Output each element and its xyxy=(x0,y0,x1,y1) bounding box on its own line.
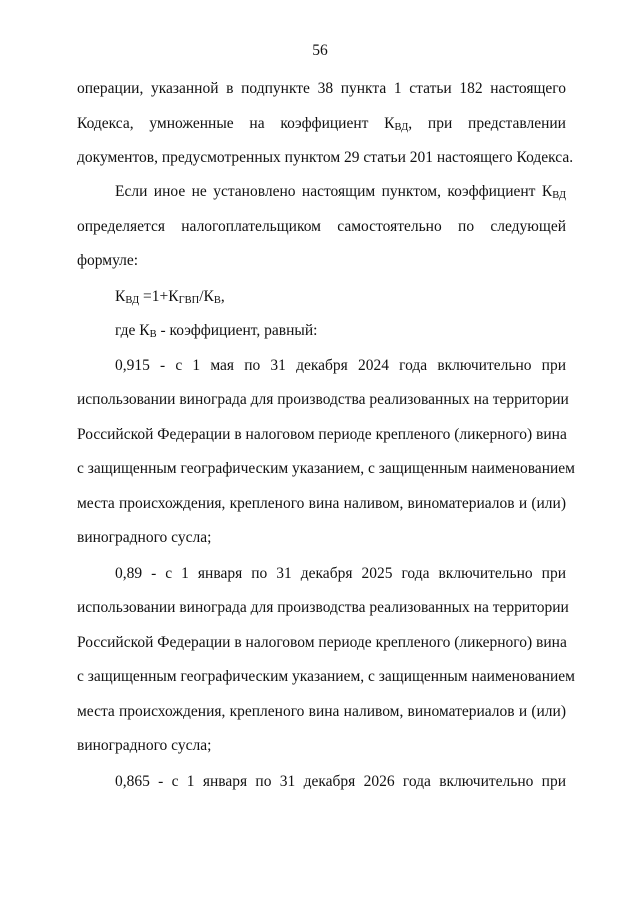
subscript: ВД xyxy=(552,190,566,201)
text-span: - коэффициент, равный: xyxy=(156,322,318,339)
text-line: виноградного сусла; xyxy=(77,737,212,754)
subscript: В xyxy=(213,295,221,306)
text-line: формуле: xyxy=(77,252,139,269)
text-line: места происхождения, крепленого вина наливом, виноматериалов и (или) xyxy=(77,703,566,720)
formula-part: К xyxy=(115,288,126,305)
page-number: 56 xyxy=(312,42,328,59)
text-line: документов, предусмотренных пунктом 29 статьи 201 настоящего Кодекса. xyxy=(77,149,574,166)
text-line: Российской Федерации в налоговом периоде крепленого (ликерного) вина xyxy=(77,426,567,443)
text-span: Если иное не установлено настоящим пунктом, коэффициент К xyxy=(115,183,553,200)
text-line: использовании винограда для производства реализованных на территории xyxy=(77,599,569,616)
text-line xyxy=(115,183,566,201)
subscript: В xyxy=(149,329,157,340)
text-line: использовании винограда для производства реализованных на территории xyxy=(77,391,569,408)
subscript: ВД xyxy=(394,122,409,133)
text-line: 0,915 - с 1 мая по 31 декабря 2024 года включительно при xyxy=(115,357,566,374)
text-span: , при представлении xyxy=(408,115,566,132)
formula xyxy=(115,288,566,306)
text-line xyxy=(115,322,566,340)
subscript: ВД xyxy=(125,295,140,306)
text-line: определяется налогоплательщиком самостоятельно по следующей xyxy=(77,218,566,235)
formula-part: /К xyxy=(199,288,214,305)
text-line: с защищенным географическим указанием, с защищенным наименованием xyxy=(77,460,575,477)
text-line: 0,865 - с 1 января по 31 декабря 2026 года включительно при xyxy=(115,773,566,790)
text-line: виноградного сусла; xyxy=(77,529,212,546)
formula-part: =1+К xyxy=(139,288,179,305)
formula-part: , xyxy=(220,288,225,305)
text-line: с защищенным географическим указанием, с защищенным наименованием xyxy=(77,668,575,685)
text-line: места происхождения, крепленого вина наливом, виноматериалов и (или) xyxy=(77,495,566,512)
text-span: где К xyxy=(115,322,150,339)
text-line: операции, указанной в подпункте 38 пункта 1 статьи 182 настоящего xyxy=(77,80,566,97)
text-line: Российской Федерации в налоговом периоде крепленого (ликерного) вина xyxy=(77,634,567,651)
text-line xyxy=(77,115,566,133)
subscript: ГВП xyxy=(178,295,200,306)
text-line: 0,89 - с 1 января по 31 декабря 2025 года включительно при xyxy=(115,565,566,582)
text-span: Кодекса, умноженные на коэффициент К xyxy=(77,115,395,132)
